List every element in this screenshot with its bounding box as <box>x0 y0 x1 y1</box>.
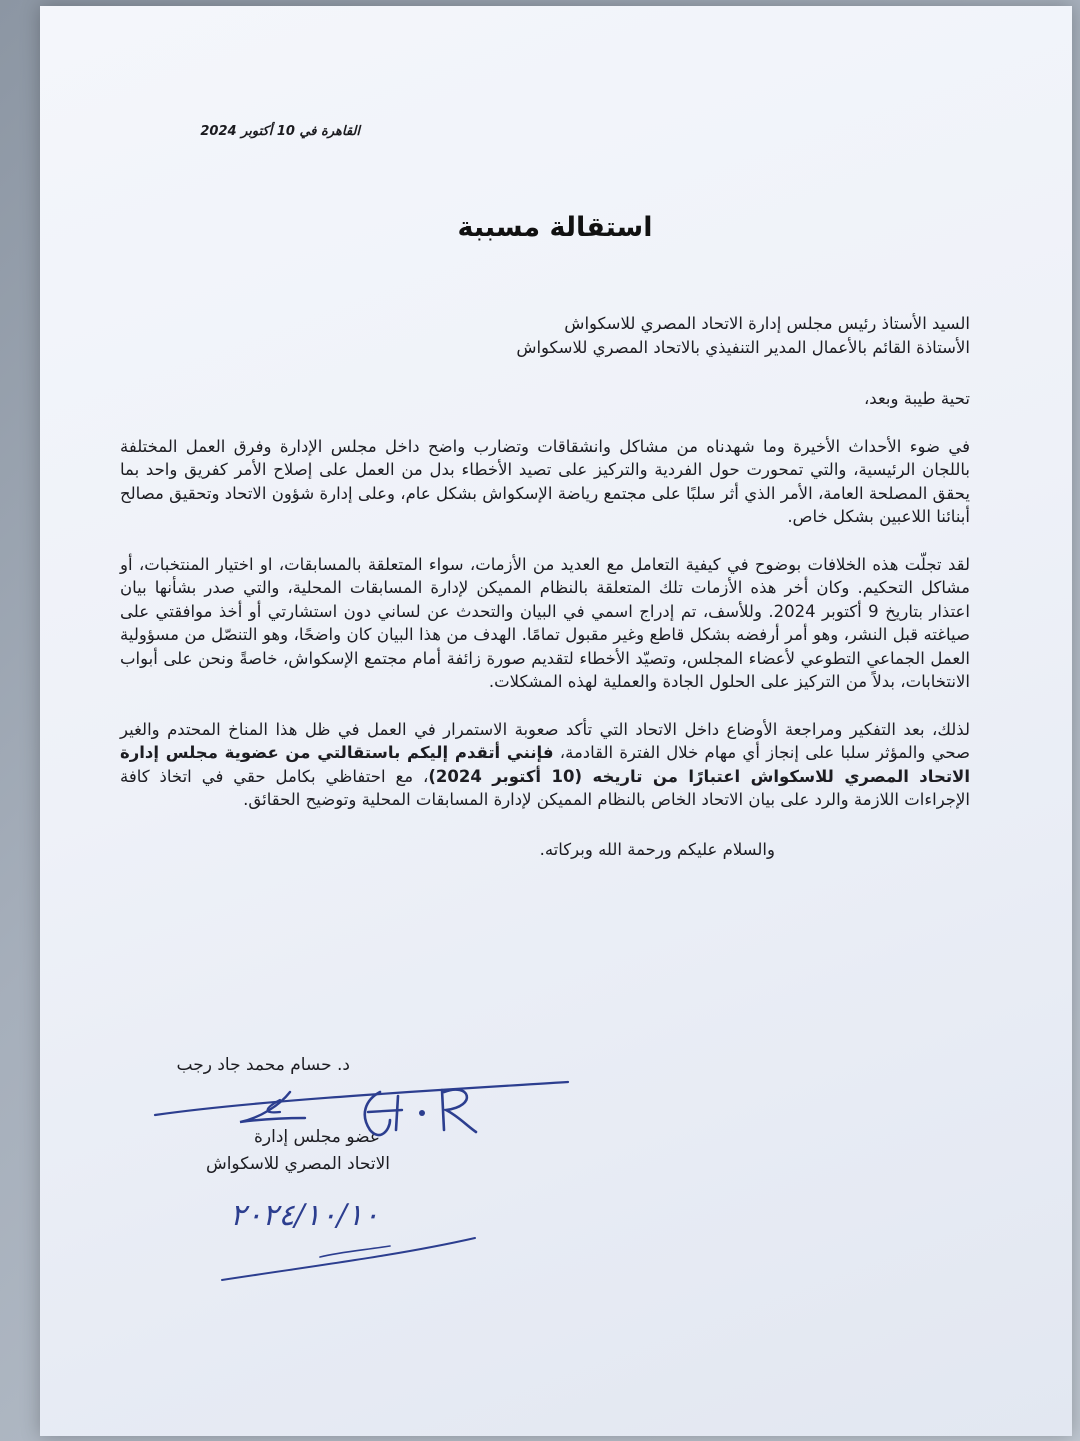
signature-stroke <box>442 1090 476 1132</box>
signature-stroke <box>240 1092 305 1122</box>
closing-salutation: والسلام عليكم ورحمة الله وبركاته. <box>539 839 775 859</box>
handwritten-signature <box>140 1070 580 1290</box>
greeting: تحية طيبة وبعد، <box>863 389 970 408</box>
paragraph-1-text: في ضوء الأحداث الأخيرة وما شهدناه من مشاكل وانشقاقات وتضارب واضح داخل مجلس الإدارة وفرق العمل المختلفة باللجان الرئيسية، والتي تمحورت حول الفردية والتركيز على تصيد الأخطاء بدل من العمل على إصلاح الأمر كفريق واحد بما يحقق المصلحة العامة، الأمر الذي أثر سلبًا على مجتمع رياضة الإسكواش بشكل عام، وعلى إدارة شؤون الاتحاد وتحقيق مصالح أبنائنا اللاعبين بشكل خاص. <box>120 436 970 526</box>
letter-title: استقالة مسببة <box>457 212 653 243</box>
recipient-line: الأستاذة القائم بالأعمال المدير التنفيذي بالاتحاد المصري للاسكواش <box>516 337 970 357</box>
paragraph-3-text <box>120 718 970 812</box>
signature-stroke <box>222 1238 475 1280</box>
paragraph-2-text: لقد تجلّت هذه الخلافات بوضوح في كيفية التعامل مع العديد من الأزمات، سواء المتعلقة بالمسابقات، او اختيار المنتخبات، أو مشاكل التحكيم. وكان أخر هذه الأزمات تلك المتعلقة بالنظام المميكن لإدارة المسابقات المحلية، والتي صدر بشأنها بيان اعتذار بتاريخ 9 أكتوبر 2024. وللأسف، تم إدراج اسمي في البيان والتحدث عن لساني دون استشارتي أو أخذ موافقتي على صياغته قبل النشر، وهو أمر أرفضه بشكل قاطع وغير مقبول تمامًا. الهدف من هذا البيان كان واضحًا، وهو التنصّل من مسؤولية العمل الجماعي التطوعي لأعضاء المجلس، وتصيّد الأخطاء لتقديم صورة زائفة أمام مجتمع الإسكواش، خاصةً ونحن على أبواب الانتخابات، بدلاً من التركيز على الحلول الجادة والعملية لهذه المشكلات. <box>120 554 970 691</box>
letter-body <box>120 312 970 861</box>
handwritten-date: ٢٠٢٤/١٠/١٠ <box>230 1198 380 1233</box>
signature-dot <box>419 1110 425 1116</box>
paragraph-1 <box>120 435 970 529</box>
paragraph-3-end: ، مع احتفاظي بكامل حقي في اتخاذ كافة الإجراءات اللازمة والرد على بيان الاتحاد الخاص بالنظام المميكن لإدارة المسابقات المحلية وتوضيح الحقائق. <box>120 766 970 809</box>
paragraph-3 <box>120 718 970 812</box>
resignation-statement: فإنني أتقدم إليكم باستقالتي من عضوية مجلس إدارة الاتحاد المصري للاسكواش اعتبارًا من تاريخه (10 أكتوبر 2024) <box>120 743 971 786</box>
signature-stroke <box>155 1082 568 1115</box>
signature-stroke <box>396 1096 398 1130</box>
recipient-line: السيد الأستاذ رئيس مجلس إدارة الاتحاد المصري للاسكواش <box>564 314 970 333</box>
signer-role: عضو مجلس إدارة <box>254 1127 380 1147</box>
signer-organization: الاتحاد المصري للاسكواش <box>205 1154 390 1174</box>
paragraph-2 <box>120 553 970 694</box>
recipients-block <box>120 312 970 359</box>
paragraph-3-start: لذلك، بعد التفكير ومراجعة الأوضاع داخل الاتحاد التي تأكد صعوبة الاستمرار في العمل في ظل هذا المناخ المحتدم والغير صحي والمؤثر سلبا على إنجاز أي مهام خلال الفترة القادمة، <box>120 719 970 762</box>
signature-stroke <box>365 1092 390 1135</box>
signer-name: د. حسام محمد جاد رجب <box>176 1055 350 1075</box>
letter-date: القاهرة في 10 أكتوبر 2024 <box>200 124 360 139</box>
